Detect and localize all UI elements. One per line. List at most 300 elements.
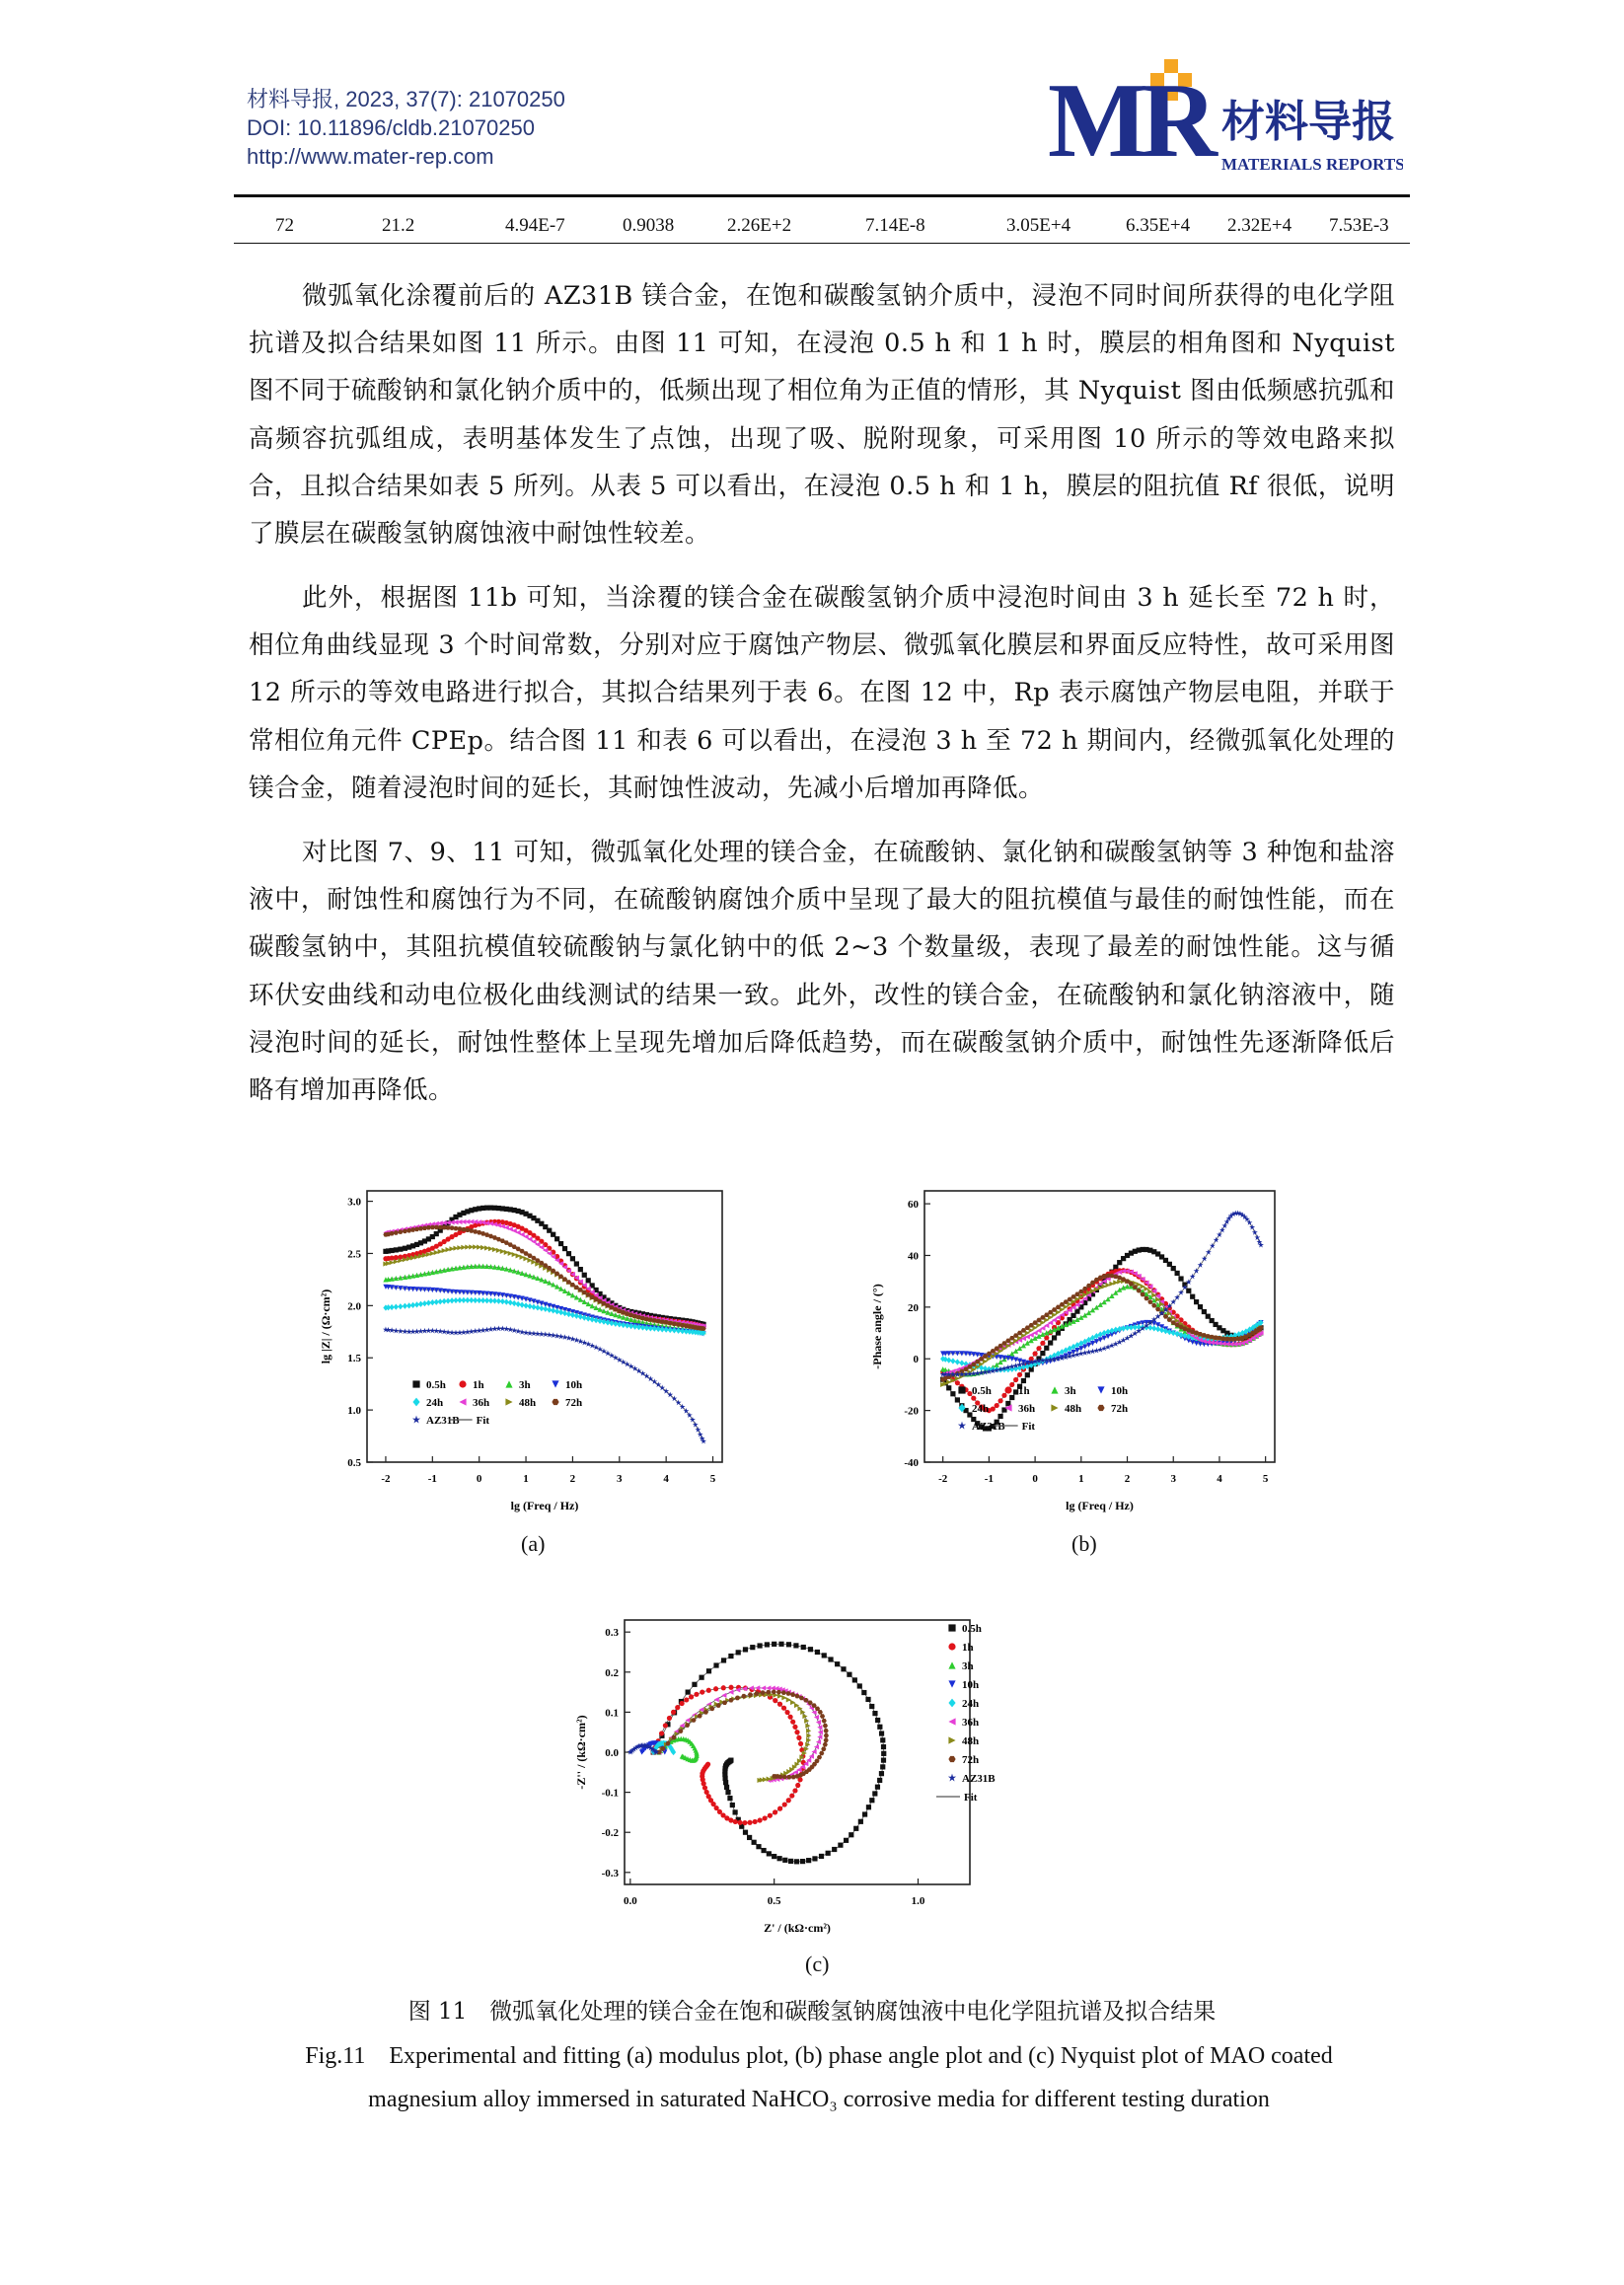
legend-item [412, 1379, 445, 1391]
data-point [820, 1714, 825, 1719]
data-point [881, 1744, 886, 1749]
legend-item [412, 1397, 443, 1409]
data-point [821, 1746, 826, 1751]
data-point [1175, 1271, 1180, 1276]
data-point [700, 1689, 704, 1694]
data-point [875, 1785, 880, 1790]
data-point [794, 1859, 799, 1864]
legend-label: 24h [426, 1397, 444, 1409]
data-point [763, 1815, 768, 1820]
data-point [539, 1305, 544, 1311]
data-point [761, 1685, 766, 1690]
data-point [809, 1753, 814, 1758]
data-point [812, 1856, 817, 1861]
y-tick-label: 0.3 [605, 1627, 619, 1640]
data-point [1219, 1227, 1225, 1233]
data-point [811, 1749, 816, 1754]
data-point [877, 1725, 882, 1730]
data-point [736, 1650, 741, 1655]
data-point [508, 1299, 513, 1305]
data-point [725, 1790, 730, 1795]
x-tick-label: -1 [984, 1473, 994, 1485]
data-point [1040, 1341, 1045, 1346]
data-point [747, 1820, 752, 1825]
data-point [1249, 1224, 1255, 1230]
data-point [946, 1357, 951, 1363]
data-point [841, 1666, 846, 1671]
data-point [516, 1270, 521, 1275]
doi: DOI: 10.11896/cldb.21070250 [247, 115, 535, 140]
legend-label: 10h [565, 1379, 583, 1391]
data-point [663, 1723, 668, 1728]
data-point [1048, 1340, 1053, 1345]
data-point [773, 1698, 777, 1703]
data-point [705, 1762, 710, 1767]
data-point [535, 1299, 540, 1304]
data-point [767, 1851, 772, 1856]
data-point [1178, 1276, 1183, 1281]
x-tick-label: 1 [1078, 1473, 1084, 1485]
logo-mark: MR [1048, 62, 1210, 176]
fit-line [659, 1692, 826, 1777]
data-point [527, 1297, 532, 1302]
table-cell: 2.32E+4 [1227, 215, 1292, 236]
data-point [1102, 1330, 1107, 1336]
data-point [796, 1735, 801, 1740]
journal-citation: 材料导报, 2023, 37(7): 21070250 [247, 87, 565, 111]
data-point [880, 1764, 885, 1769]
data-point [1044, 1346, 1049, 1351]
data-point [713, 1686, 718, 1691]
data-point [1214, 1237, 1219, 1243]
data-point [946, 1385, 951, 1390]
data-point [857, 1683, 862, 1688]
data-point [777, 1856, 782, 1861]
caption-en-line: magnesium alloy immersed in saturated NaHCO₃ corrosive media for different testing duration [368, 2087, 1270, 2112]
legend-label: 72h [962, 1754, 980, 1766]
figure-caption-cn: 图 11 微弧氧化处理的镁合金在饱和碳酸氢钠腐蚀液中电化学阻抗谱及拟合结果 [407, 1999, 1217, 2025]
legend-item [552, 1397, 582, 1409]
data-point [531, 1275, 536, 1280]
y-tick-label: 1.0 [347, 1405, 361, 1418]
legend-symbol [552, 1380, 558, 1387]
data-point [875, 1718, 880, 1723]
data-point [1121, 1285, 1126, 1290]
data-point [700, 1675, 704, 1680]
legend-item [1097, 1385, 1128, 1397]
data-point [609, 1311, 614, 1316]
data-point [1202, 1256, 1208, 1262]
legend-item [505, 1379, 530, 1391]
data-point [659, 1731, 664, 1735]
data-point [1190, 1274, 1196, 1280]
legend-label: 36h [1018, 1403, 1036, 1415]
data-point [955, 1380, 960, 1385]
data-point [721, 1658, 726, 1662]
modulus-chart [306, 1179, 740, 1524]
legend-item [948, 1698, 979, 1710]
y-tick-label: 0 [913, 1354, 919, 1366]
legend-item [459, 1379, 483, 1391]
table-cell: 21.2 [382, 215, 415, 236]
data-point [531, 1304, 536, 1310]
legend-symbol [412, 1398, 419, 1407]
journal-logo [1048, 57, 1403, 176]
data-point [802, 1714, 807, 1719]
legend-label: Fit [1021, 1421, 1036, 1433]
legend-symbol [948, 1643, 955, 1650]
data-point [790, 1720, 795, 1725]
data-point [512, 1300, 517, 1306]
y-tick-label: 0.2 [605, 1666, 619, 1679]
data-point [543, 1279, 548, 1284]
data-point [997, 1414, 1002, 1419]
data-point [1151, 1325, 1156, 1331]
data-point [504, 1299, 509, 1305]
data-point [1086, 1310, 1091, 1315]
legend-symbol [958, 1422, 966, 1430]
body-text [249, 829, 1395, 1114]
legend-symbol [1051, 1404, 1058, 1411]
legend-label: 48h [962, 1735, 980, 1747]
data-point [819, 1751, 824, 1756]
data-point [586, 1278, 591, 1283]
x-tick-label: 4 [663, 1473, 669, 1485]
table-cell: 7.53E-3 [1329, 215, 1389, 236]
data-point [880, 1737, 885, 1742]
data-point [558, 1309, 563, 1315]
data-point [787, 1715, 792, 1720]
data-point [721, 1693, 726, 1698]
paragraph: 对比图 7、9、11 可知，微弧氧化处理的镁合金，在硫酸钠、氯化钠和碳酸氢钠等 3 种饱和盐溶液中，耐蚀性和腐蚀行为不同，在硫酸钠腐蚀介质中呈现了最大的阻抗模值与最佳的耐蚀性能，而在碳酸氢钠中，其阻抗模值较硫酸钠与氯化钠中的低 2~3 个数量级，表现了最差的耐蚀性能。这与循环伏安曲线和动电位极化曲线测试的结果一致。此外，改性的镁合金，在硫酸钠和氯化钠溶液中，随浸泡时间的延长，耐蚀性整体上呈现先增加后降低趋势，而在碳酸氢钠介质中，耐蚀性先逐渐降低后略有增加再降低。 [249, 838, 1395, 1106]
legend-symbol [948, 1718, 955, 1725]
legend-label: 1h [473, 1379, 484, 1391]
data-point [757, 1643, 762, 1648]
legend-symbol [505, 1380, 512, 1387]
data-point [781, 1706, 786, 1711]
legend-label: 48h [519, 1397, 537, 1409]
data-point [865, 1697, 870, 1702]
phase-angle-chart [844, 1179, 1297, 1524]
data-point [516, 1301, 521, 1307]
data-point [772, 1690, 776, 1695]
subfigure-label-a: (a) [521, 1531, 546, 1556]
table-cell: 2.26E+2 [727, 215, 792, 236]
legend-symbol [948, 1624, 955, 1631]
data-point [394, 1255, 399, 1260]
legend-label: AZ31B [962, 1773, 996, 1785]
data-point [733, 1809, 738, 1814]
data-point [792, 1788, 797, 1793]
legend-symbol [948, 1756, 955, 1762]
y-axis-label: lg |Z| / (Ω·cm²) [319, 1289, 332, 1364]
legend-label: 10h [1111, 1385, 1129, 1397]
data-point [861, 1690, 866, 1695]
data-point [605, 1309, 610, 1314]
data-point [566, 1251, 571, 1256]
y-tick-label: 2.0 [347, 1300, 361, 1313]
data-point [1194, 1268, 1200, 1274]
data-point [955, 1376, 960, 1381]
legend-item [552, 1379, 582, 1391]
data-point [777, 1806, 782, 1811]
x-axis-label: Z' / (kΩ·cm²) [764, 1921, 831, 1935]
legend-item [936, 1792, 978, 1804]
plot-frame [625, 1620, 970, 1884]
y-tick-label: -0.1 [601, 1787, 619, 1800]
data-point [768, 1813, 773, 1818]
data-point [804, 1746, 809, 1751]
data-point [535, 1276, 540, 1281]
legend-label: 36h [962, 1717, 980, 1729]
legend-label: 10h [962, 1679, 980, 1691]
data-point [862, 1811, 867, 1816]
data-point [995, 1363, 999, 1367]
nyquist-chart [567, 1608, 1061, 1949]
data-point [753, 1819, 758, 1824]
legend-symbol [948, 1736, 955, 1743]
data-point [1217, 1231, 1222, 1237]
x-tick-label: 1 [523, 1473, 529, 1485]
data-point [700, 1436, 705, 1441]
data-point [704, 1790, 709, 1795]
data-point [1017, 1346, 1022, 1351]
legend-item [958, 1385, 991, 1397]
x-tick-label: 0.0 [623, 1895, 637, 1907]
data-point [558, 1241, 563, 1246]
legend-label: AZ31B [972, 1421, 1005, 1433]
data-point [694, 1692, 699, 1697]
legend-symbol [948, 1680, 955, 1687]
journal-header [247, 85, 565, 171]
y-tick-label: 0.1 [605, 1707, 619, 1720]
data-point [418, 1301, 423, 1307]
data-point [706, 1668, 711, 1673]
data-point [1021, 1378, 1026, 1383]
data-point [692, 1682, 697, 1687]
data-point [527, 1273, 532, 1278]
legend-item [948, 1717, 979, 1729]
data-point [570, 1256, 575, 1261]
data-point [403, 1303, 407, 1309]
data-point [1033, 1351, 1038, 1356]
legend [936, 1623, 996, 1804]
legend-item [412, 1415, 460, 1427]
table-cell: 6.35E+4 [1126, 215, 1191, 236]
data-point [1009, 1382, 1014, 1387]
data-point [689, 1694, 694, 1699]
legend-symbol [552, 1399, 558, 1405]
data-point [1005, 1401, 1010, 1406]
subfigure-label-c: (c) [805, 1952, 830, 1976]
y-tick-label: -40 [904, 1457, 919, 1469]
data-point [1198, 1304, 1203, 1309]
data-point [686, 1689, 691, 1694]
data-point [823, 1724, 828, 1729]
logo-cn: 材料导报 [1221, 98, 1395, 146]
data-point [1098, 1302, 1103, 1307]
legend-item [948, 1735, 979, 1747]
legend-label: 1h [962, 1642, 974, 1654]
data-point [765, 1642, 770, 1647]
data-point [869, 1798, 874, 1803]
data-point [562, 1310, 567, 1316]
series-0.5h [651, 1642, 887, 1865]
x-tick-label: 5 [1262, 1473, 1269, 1485]
data-point [570, 1312, 575, 1318]
data-point [1013, 1357, 1018, 1362]
data-point [695, 1427, 701, 1433]
x-tick-label: 0 [1032, 1473, 1038, 1485]
data-point [1221, 1222, 1227, 1228]
data-point [784, 1710, 789, 1715]
data-point [1194, 1299, 1199, 1304]
data-point [828, 1657, 833, 1661]
x-tick-label: 1.0 [911, 1895, 925, 1907]
legend [412, 1379, 582, 1427]
plot-frame [367, 1191, 722, 1462]
legend-label: 0.5h [962, 1623, 982, 1635]
data-point [752, 1840, 757, 1845]
legend-item [948, 1660, 973, 1672]
data-point [714, 1697, 719, 1702]
data-point [1001, 1393, 1006, 1398]
legend-label: Fit [964, 1792, 978, 1804]
journal-url[interactable]: http://www.mater-rep.com [247, 144, 494, 169]
x-tick-label: 2 [1124, 1473, 1131, 1485]
data-point [728, 1689, 733, 1694]
data-point [728, 1758, 733, 1763]
data-point [881, 1751, 886, 1756]
data-point [819, 1854, 824, 1859]
x-tick-label: 3 [617, 1473, 623, 1485]
data-point [520, 1301, 525, 1307]
data-point [955, 1397, 960, 1402]
data-point [1009, 1395, 1014, 1400]
data-point [398, 1303, 403, 1309]
data-point [815, 1650, 820, 1655]
y-tick-label: -0.2 [601, 1827, 619, 1840]
legend-symbol [412, 1380, 419, 1387]
data-point [554, 1308, 559, 1314]
data-point [804, 1719, 809, 1724]
data-point [824, 1738, 829, 1743]
data-point [578, 1267, 583, 1272]
x-tick-label: 5 [709, 1473, 716, 1485]
table-row [234, 215, 1410, 239]
data-point [823, 1742, 828, 1747]
legend-label: AZ31B [426, 1415, 460, 1427]
data-point [782, 1858, 787, 1863]
legend-label: 3h [1065, 1385, 1076, 1397]
data-point [814, 1715, 819, 1720]
caption-en-line: Fig.11 Experimental and fitting (a) modulus plot, (b) phase angle plot and (c) Nyquist plot of MAO coated [305, 2043, 1333, 2069]
data-point [1009, 1351, 1014, 1356]
legend-item [948, 1679, 979, 1691]
legend-symbol [948, 1774, 956, 1782]
data-point [866, 1805, 871, 1809]
data-point [730, 1803, 735, 1807]
data-point [1017, 1372, 1022, 1377]
data-point [849, 1832, 853, 1837]
subfigure-label-b: (b) [1071, 1531, 1097, 1556]
data-point [566, 1311, 571, 1317]
data-point [835, 1661, 840, 1666]
data-point [814, 1744, 819, 1749]
legend-symbol [948, 1699, 955, 1708]
data-point [816, 1739, 821, 1744]
data-point [786, 1642, 791, 1647]
x-tick-label: 4 [1217, 1473, 1222, 1485]
data-point [675, 1705, 680, 1710]
data-point [1052, 1335, 1057, 1340]
data-point [800, 1859, 805, 1864]
data-point [706, 1688, 711, 1693]
data-point [997, 1398, 1002, 1403]
header-rule [234, 194, 1410, 197]
series-3h [383, 1264, 705, 1335]
data-point [742, 1820, 747, 1825]
data-point [737, 1820, 742, 1825]
data-point [527, 1303, 532, 1309]
paragraph: 微弧氧化涂覆前后的 AZ31B 镁合金，在饱和碳酸氢钠介质中，浸泡不同时间所获得的电化学阻抗谱及拟合结果如图 11 所示。由图 11 可知，在浸泡 0.5 h 和 1 h 时，膜层的相角图和 Nyquist 图不同于硫酸钠和氯化钠介质中的，低频出现了相位角为正值的情形，其 Nyquist 图由低频感抗弧和高频容抗弧组成，表明基体发生了点蚀，出现了吸、脱附现象，可采用图 10 所示的等效电路来拟合，且拟合结果如表 5 所列。从表 5 可以看出，在浸泡 0.5 h 和 1 h，膜层的阻抗值 Rf 很低，说明了膜层在碳酸氢钠腐蚀液中耐蚀性较差。 [249, 281, 1395, 550]
data-point [1171, 1266, 1176, 1271]
table-cell: 4.94E-7 [505, 215, 565, 236]
data-point [713, 1662, 718, 1667]
data-point [777, 1702, 782, 1707]
data-point [394, 1247, 399, 1252]
data-point [757, 1817, 762, 1822]
legend-symbol [1051, 1386, 1058, 1393]
y-tick-label: -20 [904, 1405, 919, 1418]
data-point [847, 1672, 851, 1677]
data-point [879, 1731, 884, 1735]
data-point [824, 1733, 829, 1738]
data-point [743, 1647, 748, 1652]
data-point [747, 1835, 752, 1840]
legend-item [948, 1642, 973, 1654]
data-point [1252, 1229, 1258, 1235]
y-tick-label: 1.5 [347, 1353, 361, 1365]
data-point [1094, 1304, 1099, 1309]
data-point [788, 1859, 793, 1864]
legend-symbol [459, 1380, 466, 1387]
x-tick-label: 0.5 [767, 1895, 781, 1907]
data-point [684, 1697, 689, 1702]
data-point [750, 1645, 755, 1650]
data-point [531, 1298, 536, 1303]
data-point [1206, 1249, 1212, 1255]
table-rule [234, 243, 1410, 244]
legend-symbol [1097, 1386, 1104, 1393]
table-cell: 0.9038 [623, 215, 675, 236]
data-point [950, 1391, 955, 1396]
data-point [574, 1261, 579, 1266]
legend [958, 1385, 1128, 1433]
data-point [995, 1403, 999, 1408]
x-tick-label: -2 [381, 1473, 391, 1485]
data-point [959, 1360, 964, 1365]
data-point [795, 1783, 800, 1788]
legend-symbol [505, 1398, 512, 1405]
data-point [789, 1793, 794, 1798]
data-point [582, 1273, 587, 1278]
legend-symbol [412, 1416, 420, 1424]
legend-item [948, 1754, 979, 1766]
data-point [822, 1653, 827, 1658]
data-point [1013, 1349, 1018, 1354]
data-point [773, 1809, 777, 1814]
